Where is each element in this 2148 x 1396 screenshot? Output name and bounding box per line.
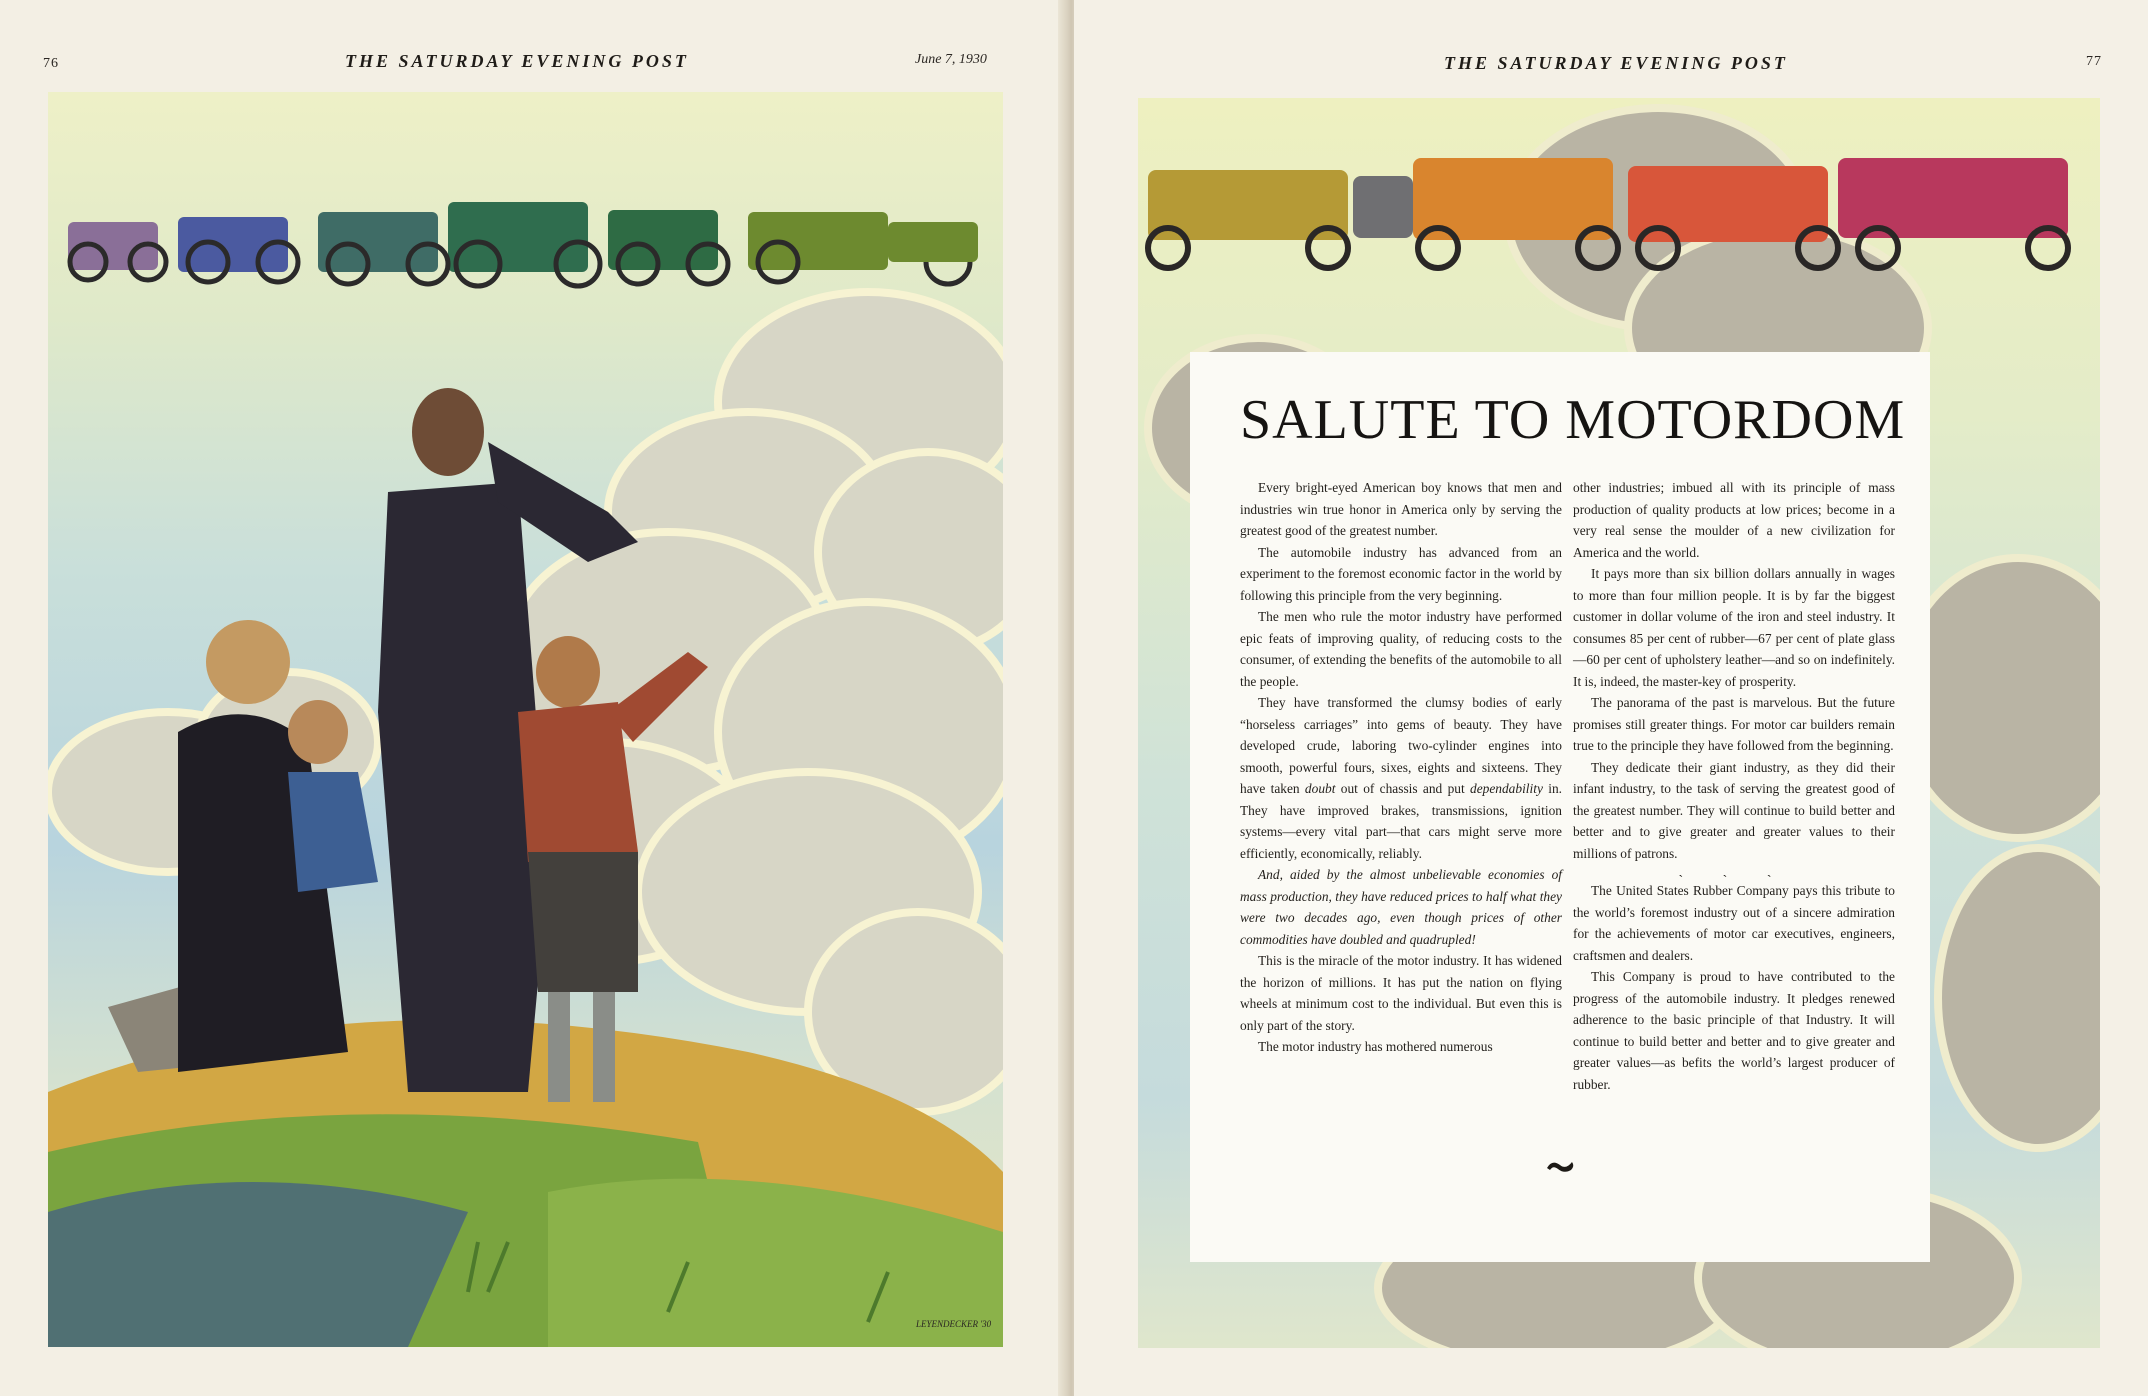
- paragraph: This Company is proud to have contributed to the progress of the automobile industry. It pledges renewed adherence to the basic principle of that Industry. It will continue to build better and better and to give greater and greater values—as befits the world’s largest producer of rubber.: [1573, 969, 1895, 1092]
- illustration-art: [48, 92, 1003, 1347]
- paragraph: It pays more than six billion dollars annually in wages to more than four million people. It is by far the biggest customer in dollar volume of the iron and steel industry. It consumes 85 per cent of rubber—67 per cent of plate glass—60 per cent of upholstery leather—and so on indefinitely. It is, indeed, the master-key of prosperity.: [1573, 566, 1895, 689]
- paragraph: Every bright-eyed American boy knows that men and industries win true honor in America only by serving the greatest good of the greatest number.: [1240, 480, 1562, 538]
- paragraph: This is the miracle of the motor industry. It has widened the horizon of millions. It has put the nation on flying wheels at minimum cost to the individual. But even this is only part of the story.: [1240, 953, 1562, 1033]
- article-column-1: [1240, 477, 1562, 1058]
- right-folio: 77: [2086, 54, 2102, 69]
- artist-signature: LEYENDECKER '30: [916, 1319, 992, 1329]
- paragraph: They dedicate their giant industry, as they did their infant industry, to the task of serving the greatest good of the greatest number. They will continue to build better and better and to give greater and greater values to their millions of patrons.: [1573, 759, 1895, 861]
- article-column-2: [1573, 477, 1895, 1095]
- end-ornament-icon: [1544, 1156, 1578, 1176]
- left-page: [0, 0, 1066, 1396]
- section-separator: ˏ ˏ ˏ: [1678, 863, 1790, 878]
- antique-cars-row: [68, 202, 978, 286]
- paragraph: The motor industry has mothered numerous: [1258, 1039, 1493, 1054]
- left-running-head: THE SATURDAY EVENING POST: [345, 51, 689, 71]
- paragraph: The United States Rubber Company pays this tribute to the world’s foremost industry out of a sincere admiration for the achievements of motor car executives, engineers, craftsmen and dealers.: [1573, 883, 1895, 963]
- paragraph: The men who rule the motor industry have performed epic feats of improving quality, of reducing costs to the consumer, of extending the benefits of the automobile to all the people.: [1240, 609, 1562, 689]
- paragraph-italic: And, aided by the almost unbelievable economies of mass production, they have reduced prices to half what they were two decades ago, even though prices of other commodities have doubled and quadrupled!: [1240, 867, 1562, 947]
- left-folio: 76: [43, 56, 59, 71]
- paragraph: The panorama of the past is marvelous. But the future promises still greater things. For motor car builders remain true to the principle they have followed from the beginning.: [1573, 695, 1895, 753]
- paragraph: other industries; imbued all with its principle of mass production of quality products at low prices; become in a very real sense the moulder of a new civilization for America and the world.: [1573, 480, 1895, 560]
- paragraph: They have transformed the clumsy bodies of early “horseless carriages” into gems of beauty. They have developed crude, laboring two-cylinder engines into smooth, powerful fours, sixes, eights and sixteens. They have taken doubt out of chassis and put dependability in. They have improved brakes, transmissions, ignition systems—every vital part—that cars might serve more efficiently, economically, reliably.: [1240, 695, 1562, 861]
- right-running-head: THE SATURDAY EVENING POST: [1444, 53, 1788, 73]
- article-panel: [1190, 352, 1930, 1262]
- headline: SALUTE TO MOTORDOM: [1240, 389, 1906, 451]
- family-saluting-illustration: [48, 92, 1003, 1347]
- issue-date: June 7, 1930: [915, 52, 987, 67]
- paragraph: The automobile industry has advanced from an experiment to the foremost economic factor in the world by following this principle from the very beginning.: [1240, 544, 1562, 603]
